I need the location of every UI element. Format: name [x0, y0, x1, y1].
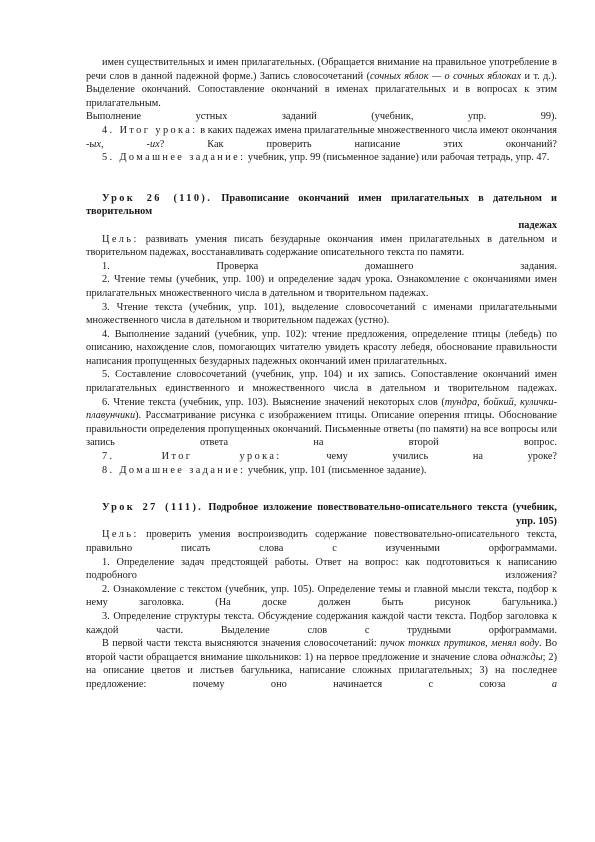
- lesson-26-title-end: падежах: [518, 219, 557, 231]
- lesson-27-item: 2. Ознакомление с текстом (учебник, упр. 105). Определение темы и главной мысли текста, подбор к нему заголовка. (На доске должен быть рисунок багульника.): [86, 583, 557, 609]
- lesson-26-homework: 8. Домашнее задание: учебник, упр. 101 (письменное задание).: [102, 464, 427, 476]
- lesson-summary: 4. Итог урока: в каких падежах имена прилагательные множественного числа имеют окончания -ых, -их? Как проверить написание этих окончаний?: [86, 124, 557, 150]
- lesson-26-summary: 7. Итог урока: чему учились на уроке?: [102, 451, 557, 463]
- paragraph: Выполнение устных заданий (учебник, упр. 99).: [86, 111, 557, 123]
- lesson-26-item: 2. Чтение темы (учебник, упр. 100) и определение задач урока. Ознакомление с окончаниями имен прилагательных множественного числа в дательном и творительном падежах.: [86, 274, 557, 299]
- lesson-26-item: 4. Выполнение заданий (учебник, упр. 102): чтение предложения, определение птицы (лебедь) по описанию, нахождение слов, помогающих читателю увидеть красоту лебедя, обоснование правильности написания пропущенных безударных падежных окончаний имен прилагательных.: [86, 328, 557, 367]
- lesson-27-goal: Цель: проверить умения воспроизводить содержание повествовательно-описательного текста, правильно писать слова с изученными орфограммами.: [86, 529, 557, 554]
- lesson-26-item: 1. Проверка домашнего задания.: [102, 260, 557, 272]
- lesson-27-item: 1. Определение задач предстоящей работы. Ответ на вопрос: как подготовиться к написанию подробного изложения?: [86, 556, 557, 582]
- lesson-26-item: 3. Чтение текста (учебник, упр. 101), выделение словосочетаний с именами прилагательными множественного числа в дательном и творительном падежах (устно).: [86, 301, 557, 327]
- lesson-27-title: Урок 27 (111). Подробное изложение повествовательно-описательного текста (учебник,: [102, 502, 557, 514]
- lesson-26-item: 5. Составление словосочетаний (учебник, упр. 104) и их запись. Сопоставление окончаний имен прилагательных единственного и множественного числа в дательном и творительном падежах.: [86, 369, 557, 395]
- lesson-26-goal: Цель: развивать умения писать безударные окончания имен прилагательных в дательном и творительном падежах, восстанавливать содержание описательного текста по памяти.: [86, 233, 557, 259]
- lesson-27-title-end: упр. 105): [516, 515, 557, 527]
- lesson-27-paragraph: В первой части текста выясняются значения словосочетаний: пучок тонких прутиков, менял воду. Во второй части обращается внимание школьников: 1) на первое предложение и значение слова однажды; 2) на описание цветов и листьев багульника, написание сложных прилагательных; 3) на последнее предложение: почему оно начинается с союза а: [86, 638, 558, 690]
- paragraph: имен существительных и имен прилагательных. (Обращается внимание на правильное употребление в речи слов в данной падежной форме.) Запись словосочетаний (сочных яблок — о сочных яблоках и т. д.). Выделение окончаний. Сопоставление окончаний в именах прилагательных и в вопросах к этим прилагательным.: [86, 57, 557, 109]
- lesson-27-item: 3. Определение структуры текста. Обсуждение содержания каждой части текста. Подбор заголовка к каждой части. Выделение слов с трудными орфограммами.: [86, 610, 557, 636]
- lesson-26-item: 6. Чтение текста (учебник, упр. 103). Выяснение значений некоторых слов (тундра, бойкий, кулички-плавунчики). Рассматривание рисунка с изображением птицы. Описание оперения птицы. Обоснование правильности определения пропущенных окончаний. Письменные ответы (по памяти) на все вопросы или запись ответа на второй вопрос.: [86, 396, 557, 449]
- homework: 5. Домашнее задание: учебник, упр. 99 (письменное задание) или рабочая тетрадь, упр. 47.: [102, 152, 550, 164]
- lesson-26-title: Урок 26 (110). Правописание окончаний имен прилагательных в дательном и творительном: [86, 192, 557, 218]
